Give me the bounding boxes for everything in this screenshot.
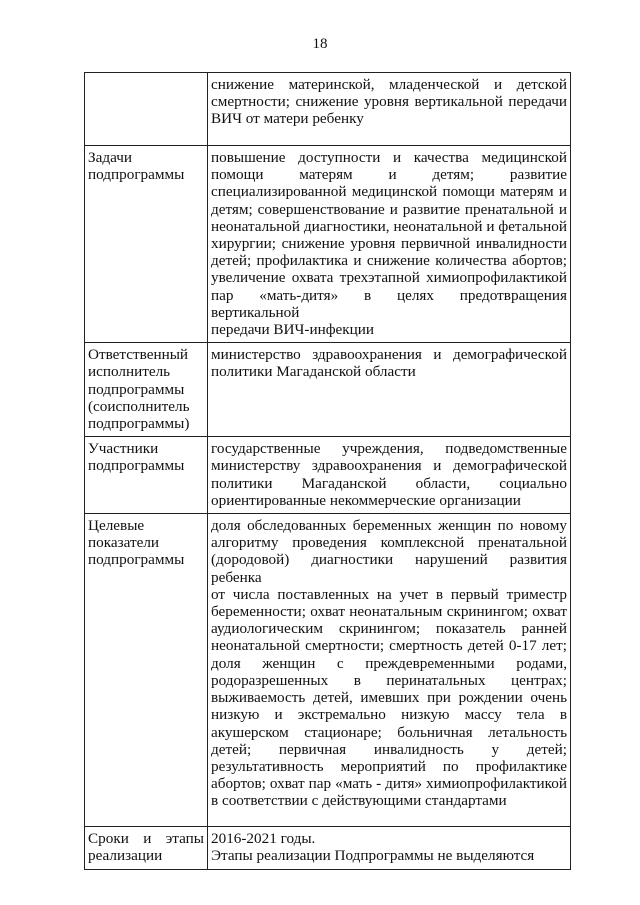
row-label-line: Сроки и этапы xyxy=(88,830,204,848)
row-label-line: подпрограммы xyxy=(88,166,185,184)
row-target-indicators xyxy=(85,514,571,827)
row-value-cell xyxy=(208,514,571,827)
row-value-line: специализированной медицинской помощи матерям и xyxy=(211,183,567,201)
row-label-line: Целевые xyxy=(88,517,145,535)
row-value-cell xyxy=(208,73,571,146)
row-value-line: беременности; охват неонатальным скринингом; охват xyxy=(211,603,567,621)
row-label-cell xyxy=(85,146,208,343)
row-value-line: детям; совершенствование и развитие пренатальной и xyxy=(211,200,567,218)
row-value-line: результативность мероприятий по профилактике xyxy=(211,757,567,775)
row-label-line: Ответственный xyxy=(88,346,189,364)
row-value-line: политики Магаданской области, социально xyxy=(211,474,567,492)
row-label-cell xyxy=(85,827,208,870)
row-value-line: абортов; охват пар «мать - дитя» химиопрофилактикой xyxy=(211,775,567,793)
row-participants xyxy=(85,437,571,514)
row-value-line: акушерском стационаре; больничная летальность xyxy=(211,723,567,741)
row-value-line: (дородовой) диагностики нарушений развития ребенка xyxy=(211,551,567,586)
row-value-line: ориентированные некоммерческие организации xyxy=(211,491,521,509)
row-timeline xyxy=(85,827,571,870)
row-value-line: повышение доступности и качества медицинской xyxy=(211,149,567,166)
row-value-line: смертности; снижение уровня вертикальной передачи xyxy=(211,93,567,111)
row-value-cell xyxy=(208,146,571,343)
row-label-line: исполнитель xyxy=(88,363,171,381)
row-value-line: министерство здравоохранения и демографической xyxy=(211,346,567,364)
row-value-line: низкую и экстремально низкую массу тела в xyxy=(211,706,567,724)
row-value-line: 2016-2021 годы. xyxy=(211,830,316,848)
row-value-line: аудиологическим скринингом; показатель ранней xyxy=(211,620,567,638)
row-value-line: неонатальной смертности; смертность детей 0-17 лет; xyxy=(211,637,567,655)
row-label-cell xyxy=(85,73,208,146)
row-value-line: детей; профилактика и снижение количества абортов; xyxy=(211,252,567,270)
row-label-line: подпрограммы xyxy=(88,380,185,398)
row-label-line: (соисполнитель xyxy=(88,397,190,415)
subprogram-passport-table xyxy=(84,72,571,870)
row-value-line: Этапы реализации Подпрограммы не выделяются xyxy=(211,847,535,865)
row-label-line: подпрограммы xyxy=(88,551,185,569)
row-value-line: в соответствии с действующими стандартами xyxy=(211,792,507,810)
row-responsible-executor xyxy=(85,343,571,437)
row-label-cell xyxy=(85,343,208,437)
page-number: 18 xyxy=(312,36,328,52)
row-value-line: пар «мать-дитя» в целях предотвращения вертикальной xyxy=(211,286,567,321)
row-value-line: детей; первичная инвалидность у детей; xyxy=(211,740,567,758)
row-value-line: государственные учреждения, подведомственные xyxy=(211,440,567,458)
row-value-line: выживаемость детей, имевших при рождении очень xyxy=(211,689,567,707)
row-tasks xyxy=(85,146,571,343)
row-value-line: ВИЧ от матери ребенку xyxy=(211,110,364,128)
row-value-line: передачи ВИЧ-инфекции xyxy=(211,321,375,339)
row-value-line: родоразрешенных в перинатальных центрах; xyxy=(211,671,567,689)
row-goals-continued xyxy=(85,73,571,146)
row-value-line: от числа поставленных на учет в первый триместр xyxy=(211,585,567,603)
row-label-line: Задачи xyxy=(88,149,132,166)
row-value-cell xyxy=(208,827,571,870)
row-value-cell xyxy=(208,343,571,437)
row-label-line: подпрограммы) xyxy=(88,415,190,433)
row-label-line: Участники xyxy=(88,440,159,458)
row-value-line: политики Магаданской области xyxy=(211,363,416,381)
row-label-cell xyxy=(85,437,208,514)
row-value-line: доля обследованных беременных женщин по новому xyxy=(211,517,567,535)
row-value-line: неонатальной диагностики, неонатальной и фетальной xyxy=(211,217,567,235)
row-label-cell xyxy=(85,514,208,827)
row-label-line: подпрограммы xyxy=(88,457,185,475)
row-value-line: министерству здравоохранения и демографической xyxy=(211,457,567,475)
row-value-line: хирургии; снижение уровня первичной инвалидности xyxy=(211,235,567,253)
row-value-line: увеличение охвата трехэтапной химиопрофилактикой xyxy=(211,269,567,287)
row-value-line: помощи матерям и детям; развитие xyxy=(211,166,567,184)
row-label-line: показатели xyxy=(88,534,160,552)
row-value-cell xyxy=(208,437,571,514)
row-label-line: реализации xyxy=(88,847,163,865)
row-value-line: доля женщин с преждевременными родами, xyxy=(211,654,567,672)
row-value-line: алгоритму проведения комплексной пренатальной xyxy=(211,534,567,552)
row-value-line: снижение материнской, младенческой и детской xyxy=(211,76,567,93)
